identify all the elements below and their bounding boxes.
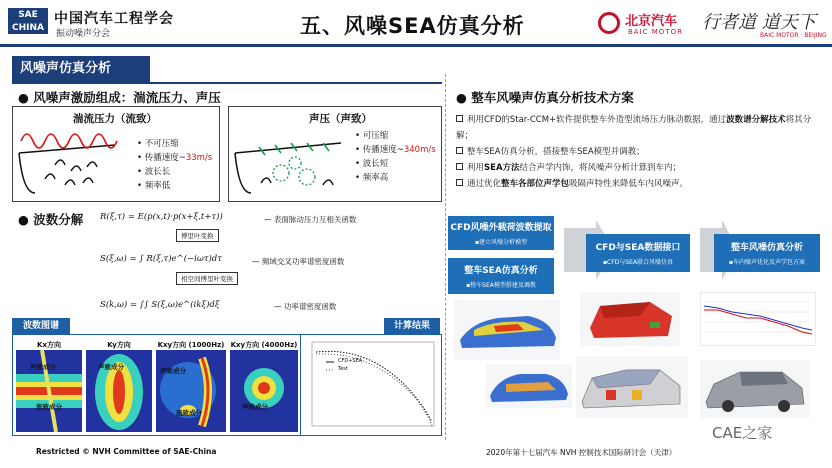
- car-section-image: [486, 364, 572, 408]
- header-divider: [0, 44, 832, 47]
- spec-kxy4000-plot: [230, 350, 298, 432]
- footer-copyright: Restricted © NVH Committee of SAE-China: [36, 447, 217, 456]
- formula-3-label-text: 功率谱密度函数: [283, 302, 337, 311]
- formula-1-label-text: 表面脉动压力互相关函数: [273, 215, 357, 224]
- scheme-item-1: 利用CFD的Star-CCM+软件提供整车外造型流场压力脉动数据，通过波数谱分解技术将其分解；: [456, 115, 812, 141]
- bullet-wavenumber-text: 波数分解: [33, 212, 84, 227]
- flow-box-interface-title: CFD与SEA数据接口: [595, 243, 681, 253]
- flow-box-cfd-title: CFD风噪外载荷波数提取: [450, 223, 552, 233]
- cfd-car-image: [454, 300, 560, 360]
- spec-kxy1000-title: Kxy方向 (1000Hz): [157, 341, 225, 349]
- results-legend-2: Test: [338, 366, 348, 372]
- brand-name: 北京汽车: [625, 14, 678, 29]
- scheme-item-4: 通过优化整车各部位声学包吸隔声特性来降低车内风噪声。: [456, 176, 818, 192]
- watermark: CAE之家: [712, 424, 773, 442]
- bullet-excitation: ● 风噪声激励组成：湍流压力、声压: [18, 90, 221, 105]
- bullet-wavenumber: ● 波数分解: [18, 212, 84, 227]
- flow-box-cfd: [448, 216, 554, 250]
- flow-box-interface: [586, 234, 690, 272]
- formula-3-label: — 功率谱密度函数: [274, 302, 337, 311]
- spec-kxy1000-ann-2: 流致成分: [176, 409, 202, 417]
- org-name: 中国汽车工程学会: [54, 11, 174, 27]
- fourier-box: 傅里叶变换: [176, 229, 219, 242]
- section-tab: 风噪声仿真分析: [12, 56, 150, 82]
- spec-kxy1000-ann-1: 声致成分: [160, 367, 186, 375]
- results-legend-1: CFD+SEA: [338, 358, 363, 364]
- calc-results-tab: 计算结果: [384, 318, 440, 334]
- spec-kx-ann-2: 流致成分: [36, 403, 62, 411]
- turb-prop-2: 传播速度~: [144, 153, 186, 163]
- brand-slogan: 行者道 道天下: [702, 12, 816, 33]
- turb-prop-3: 波长长: [144, 167, 171, 177]
- sea-model-image: [580, 292, 680, 346]
- scheme-item-3: 利用SEA方法结合声学内饰，将风噪声分析计算到车内；: [456, 160, 818, 176]
- brand-slogan-sub: BAIC MOTOR · BEIJING: [760, 32, 827, 39]
- bullet-scheme-text: 整车风噪声仿真分析技术方案: [471, 90, 634, 105]
- flow-box-sea: [448, 258, 554, 294]
- flow-box-result-sub: ▪车内噪声优化及声学包方案: [728, 259, 806, 266]
- spec-kx-title: Kx方向: [37, 341, 61, 349]
- sae-china-logo: SAE CHINA: [8, 8, 48, 34]
- scheme-item-2: 整车SEA仿真分析，搭接整车SEA模型并调教；: [456, 144, 818, 160]
- footer-conference: 2020年第十七届汽车 NVH 控制技术国际研讨会（天津）: [486, 448, 677, 457]
- spec-ky-title: Ky方向: [107, 341, 131, 349]
- acou-prop-1: 可压缩: [362, 131, 389, 141]
- acou-prop-3: 波长短: [362, 159, 389, 169]
- page-title: 五、风噪SEA仿真分析: [300, 14, 525, 38]
- acoustic-panel: [228, 106, 442, 202]
- sea-body-image: [576, 356, 688, 418]
- org-subtitle: 振动噪声分会: [56, 29, 111, 39]
- formula-3: S(k,ω) = ∫∫ S(ξ,ω)e^(ikξ)dξ: [100, 300, 220, 310]
- turb-prop-1: 不可压缩: [144, 139, 179, 149]
- formula-2: S(ξ,ω) = ∫ R(ξ,τ)e^(−iωτ)dτ: [100, 254, 222, 264]
- acoustic-sketch: [231, 123, 353, 201]
- section-underline: [12, 82, 442, 84]
- formula-2-label: — 频域交叉功率谱密度函数: [252, 257, 345, 266]
- formula-1: R(ξ,τ) = E(p(x,t)·p(x+ξ,t+τ)): [100, 212, 223, 222]
- flow-box-interface-sub: ▪CFD与SEA联合风噪仿真: [602, 259, 674, 266]
- spec-kxy4000-ann-1: 声致成分: [242, 403, 268, 411]
- flow-box-result: [714, 234, 820, 272]
- turb-speed: 33m/s: [185, 153, 213, 163]
- acou-prop-2: 传播速度~: [362, 145, 404, 155]
- grey-car-image: [700, 360, 810, 418]
- acou-prop-4: 频率高: [362, 173, 389, 183]
- result-curve-image: [700, 292, 816, 346]
- flow-box-sea-sub: ▪整车SEA模型搭建及调教: [466, 282, 536, 289]
- spec-kxy1000-plot: [156, 350, 226, 432]
- flow-box-result-title: 整车风噪仿真分析: [730, 243, 803, 253]
- acoustic-title: 声压（声致）: [309, 113, 372, 125]
- turbulence-props: • 不可压缩 • 传播速度~33m/s • 波长长 • 频率低: [137, 139, 213, 191]
- flow-box-sea-title: 整车SEA仿真分析: [464, 266, 538, 276]
- spec-ky-ann-1: 声致成分: [98, 363, 124, 371]
- turb-prop-4: 频率低: [144, 181, 171, 191]
- formula-1-label: — 表面脉动压力互相关函数: [264, 215, 357, 224]
- spec-kx-ann-1: 声致成分: [30, 363, 56, 371]
- brand-name-en: BAIC MOTOR: [628, 28, 683, 36]
- formula-2-label-text: 频域交叉功率谱密度函数: [261, 257, 345, 266]
- wavenumber-spectra-tab: 波数图谱: [12, 318, 70, 334]
- column-separator: [445, 74, 446, 450]
- turbulence-panel: [12, 106, 220, 202]
- flow-box-cfd-sub: ▪建立风噪分析模型: [474, 239, 528, 246]
- phase-fourier-box: 相空间傅里叶变换: [176, 272, 238, 285]
- baic-logo-icon: [598, 12, 620, 34]
- turbulence-sketch: [15, 123, 135, 201]
- bullet-scheme: ● 整车风噪声仿真分析技术方案: [456, 90, 634, 105]
- results-plot: [304, 338, 438, 432]
- acoustic-props: • 可压缩 • 传播速度~340m/s • 波长短 • 频率高: [355, 131, 436, 183]
- turbulence-title: 湍流压力（流致）: [73, 113, 157, 125]
- spec-kxy4000-title: Kxy方向 (4000Hz): [230, 341, 298, 349]
- bullet-excitation-text: 风噪声激励组成：湍流压力、声压: [33, 90, 221, 105]
- scheme-list: [456, 112, 818, 192]
- acou-speed: 340m/s: [403, 145, 436, 155]
